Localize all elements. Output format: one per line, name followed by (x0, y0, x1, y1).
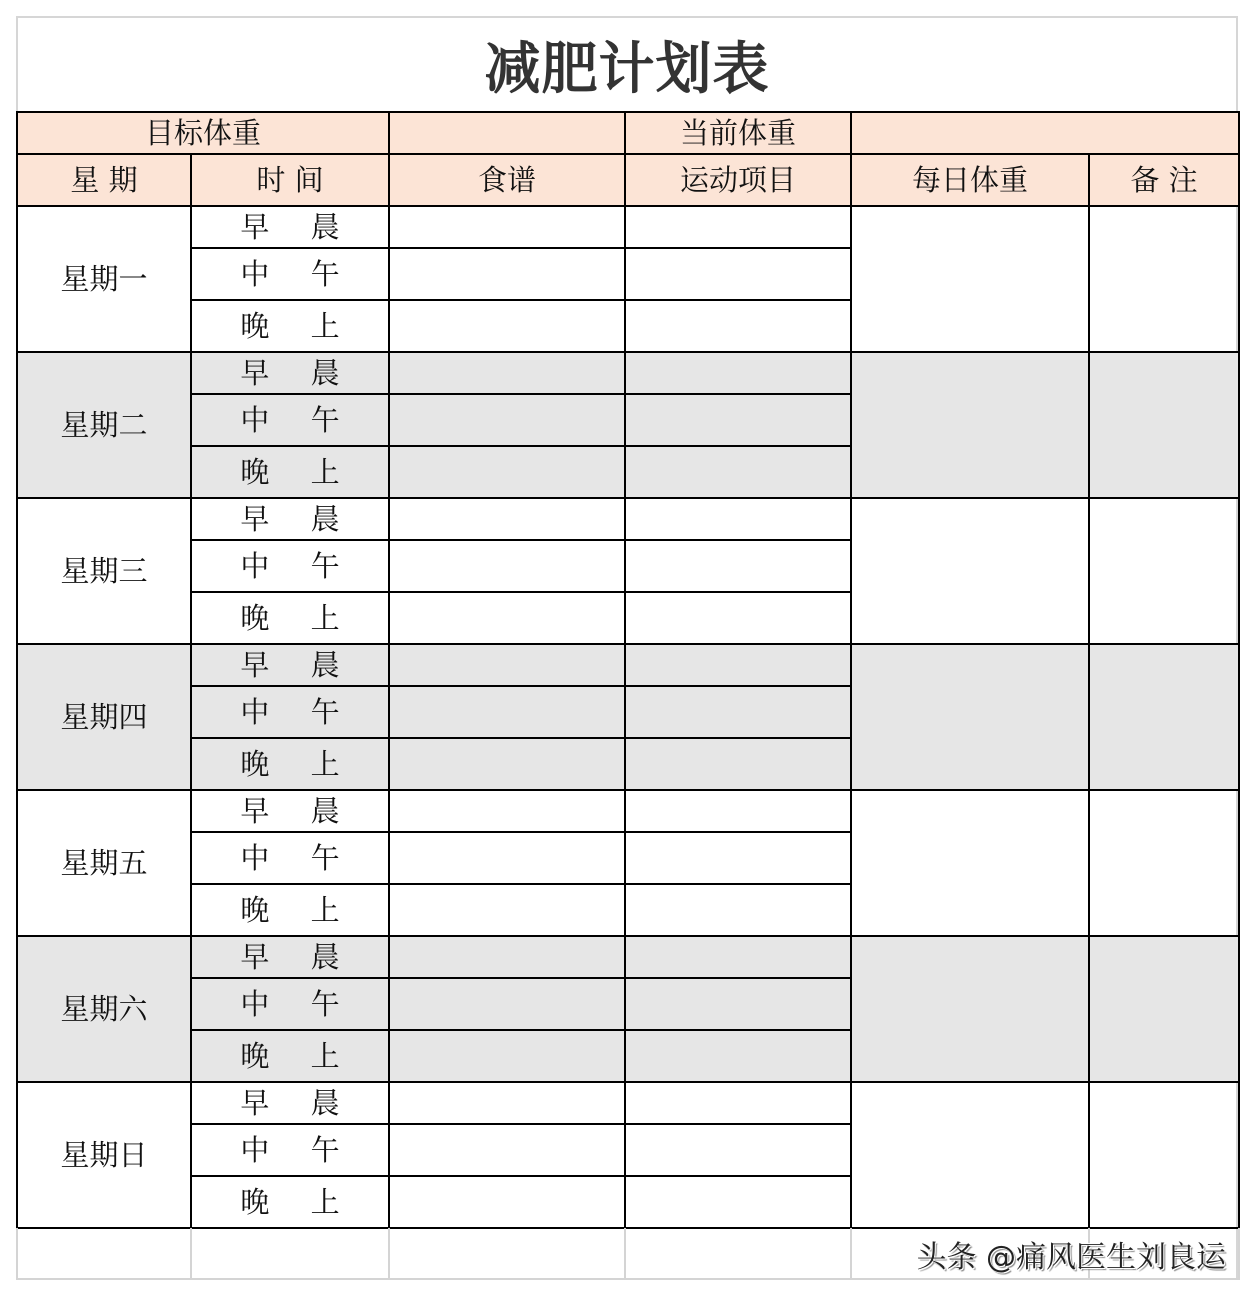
exercise-cell[interactable] (625, 978, 851, 1030)
notes-cell[interactable] (1089, 790, 1239, 936)
time-slot-cell: 晚 上 (191, 738, 389, 790)
exercise-cell[interactable] (625, 1030, 851, 1082)
recipe-cell[interactable] (389, 790, 625, 832)
weight-header-row (17, 112, 1239, 154)
exercise-cell[interactable] (625, 498, 851, 540)
target-weight-label: 目标体重 (17, 112, 389, 154)
table-row (17, 352, 1239, 394)
time-slot-cell: 中 午 (191, 540, 389, 592)
notes-cell[interactable] (1089, 644, 1239, 790)
weekday-cell: 星期一 (17, 206, 191, 352)
empty-cell[interactable] (17, 1228, 191, 1279)
recipe-cell[interactable] (389, 686, 625, 738)
exercise-cell[interactable] (625, 832, 851, 884)
recipe-cell[interactable] (389, 1030, 625, 1082)
time-slot-cell: 早 晨 (191, 352, 389, 394)
exercise-cell[interactable] (625, 884, 851, 936)
exercise-cell[interactable] (625, 686, 851, 738)
col-header-weekday: 星 期 (17, 154, 191, 206)
exercise-cell[interactable] (625, 790, 851, 832)
exercise-cell[interactable] (625, 1124, 851, 1176)
recipe-cell[interactable] (389, 498, 625, 540)
recipe-cell[interactable] (389, 884, 625, 936)
exercise-cell[interactable] (625, 592, 851, 644)
col-header-time: 时 间 (191, 154, 389, 206)
exercise-cell[interactable] (625, 206, 851, 248)
notes-cell[interactable] (1089, 498, 1239, 644)
recipe-cell[interactable] (389, 644, 625, 686)
recipe-cell[interactable] (389, 832, 625, 884)
daily-weight-cell[interactable] (851, 790, 1089, 936)
time-slot-cell: 早 晨 (191, 936, 389, 978)
column-header-row (17, 154, 1239, 206)
current-weight-label: 当前体重 (625, 112, 851, 154)
empty-cell[interactable] (191, 1228, 389, 1279)
recipe-cell[interactable] (389, 446, 625, 498)
time-slot-cell: 早 晨 (191, 1082, 389, 1124)
current-weight-input[interactable] (851, 112, 1239, 154)
recipe-cell[interactable] (389, 540, 625, 592)
daily-weight-cell[interactable] (851, 352, 1089, 498)
exercise-cell[interactable] (625, 1082, 851, 1124)
recipe-cell[interactable] (389, 206, 625, 248)
notes-cell[interactable] (1089, 1082, 1239, 1228)
exercise-cell[interactable] (625, 738, 851, 790)
time-slot-cell: 中 午 (191, 1124, 389, 1176)
exercise-cell[interactable] (625, 446, 851, 498)
daily-weight-cell[interactable] (851, 206, 1089, 352)
exercise-cell[interactable] (625, 540, 851, 592)
time-slot-cell: 早 晨 (191, 790, 389, 832)
exercise-cell[interactable] (625, 352, 851, 394)
time-slot-cell: 晚 上 (191, 884, 389, 936)
recipe-cell[interactable] (389, 592, 625, 644)
watermark: 头条 @痛风医生刘良运 (916, 1240, 1226, 1275)
table-row (17, 498, 1239, 540)
exercise-cell[interactable] (625, 394, 851, 446)
weekday-cell: 星期三 (17, 498, 191, 644)
table-row (17, 936, 1239, 978)
exercise-cell[interactable] (625, 300, 851, 352)
recipe-cell[interactable] (389, 1082, 625, 1124)
table-row (17, 1082, 1239, 1124)
daily-weight-cell[interactable] (851, 644, 1089, 790)
recipe-cell[interactable] (389, 248, 625, 300)
recipe-cell[interactable] (389, 936, 625, 978)
weekday-cell: 星期二 (17, 352, 191, 498)
notes-cell[interactable] (1089, 936, 1239, 1082)
recipe-cell[interactable] (389, 978, 625, 1030)
col-header-daily-weight: 每日体重 (851, 154, 1089, 206)
recipe-cell[interactable] (389, 394, 625, 446)
weekday-cell: 星期五 (17, 790, 191, 936)
time-slot-cell: 晚 上 (191, 592, 389, 644)
time-slot-cell: 早 晨 (191, 644, 389, 686)
exercise-cell[interactable] (625, 248, 851, 300)
daily-weight-cell[interactable] (851, 1082, 1089, 1228)
time-slot-cell: 早 晨 (191, 206, 389, 248)
exercise-cell[interactable] (625, 936, 851, 978)
col-header-notes: 备 注 (1089, 154, 1239, 206)
time-slot-cell: 早 晨 (191, 498, 389, 540)
table-row (17, 206, 1239, 248)
weekday-cell: 星期四 (17, 644, 191, 790)
recipe-cell[interactable] (389, 352, 625, 394)
time-slot-cell: 中 午 (191, 832, 389, 884)
daily-weight-cell[interactable] (851, 936, 1089, 1082)
recipe-cell[interactable] (389, 300, 625, 352)
empty-cell[interactable] (389, 1228, 625, 1279)
time-slot-cell: 中 午 (191, 394, 389, 446)
time-slot-cell: 晚 上 (191, 1030, 389, 1082)
recipe-cell[interactable] (389, 1124, 625, 1176)
page-title: 减肥计划表 (484, 37, 770, 102)
time-slot-cell: 晚 上 (191, 1176, 389, 1228)
diet-plan-table (16, 111, 1240, 1229)
recipe-cell[interactable] (389, 738, 625, 790)
empty-cell[interactable] (625, 1228, 851, 1279)
weekday-cell: 星期六 (17, 936, 191, 1082)
weekday-cell: 星期日 (17, 1082, 191, 1228)
exercise-cell[interactable] (625, 1176, 851, 1228)
time-slot-cell: 晚 上 (191, 300, 389, 352)
time-slot-cell: 中 午 (191, 978, 389, 1030)
time-slot-cell: 晚 上 (191, 446, 389, 498)
table-row (17, 644, 1239, 686)
daily-weight-cell[interactable] (851, 498, 1089, 644)
col-header-recipe: 食谱 (389, 154, 625, 206)
col-header-exercise: 运动项目 (625, 154, 851, 206)
time-slot-cell: 中 午 (191, 248, 389, 300)
time-slot-cell: 中 午 (191, 686, 389, 738)
notes-cell[interactable] (1089, 206, 1239, 352)
recipe-cell[interactable] (389, 1176, 625, 1228)
target-weight-input[interactable] (389, 112, 625, 154)
exercise-cell[interactable] (625, 644, 851, 686)
notes-cell[interactable] (1089, 352, 1239, 498)
table-row (17, 790, 1239, 832)
